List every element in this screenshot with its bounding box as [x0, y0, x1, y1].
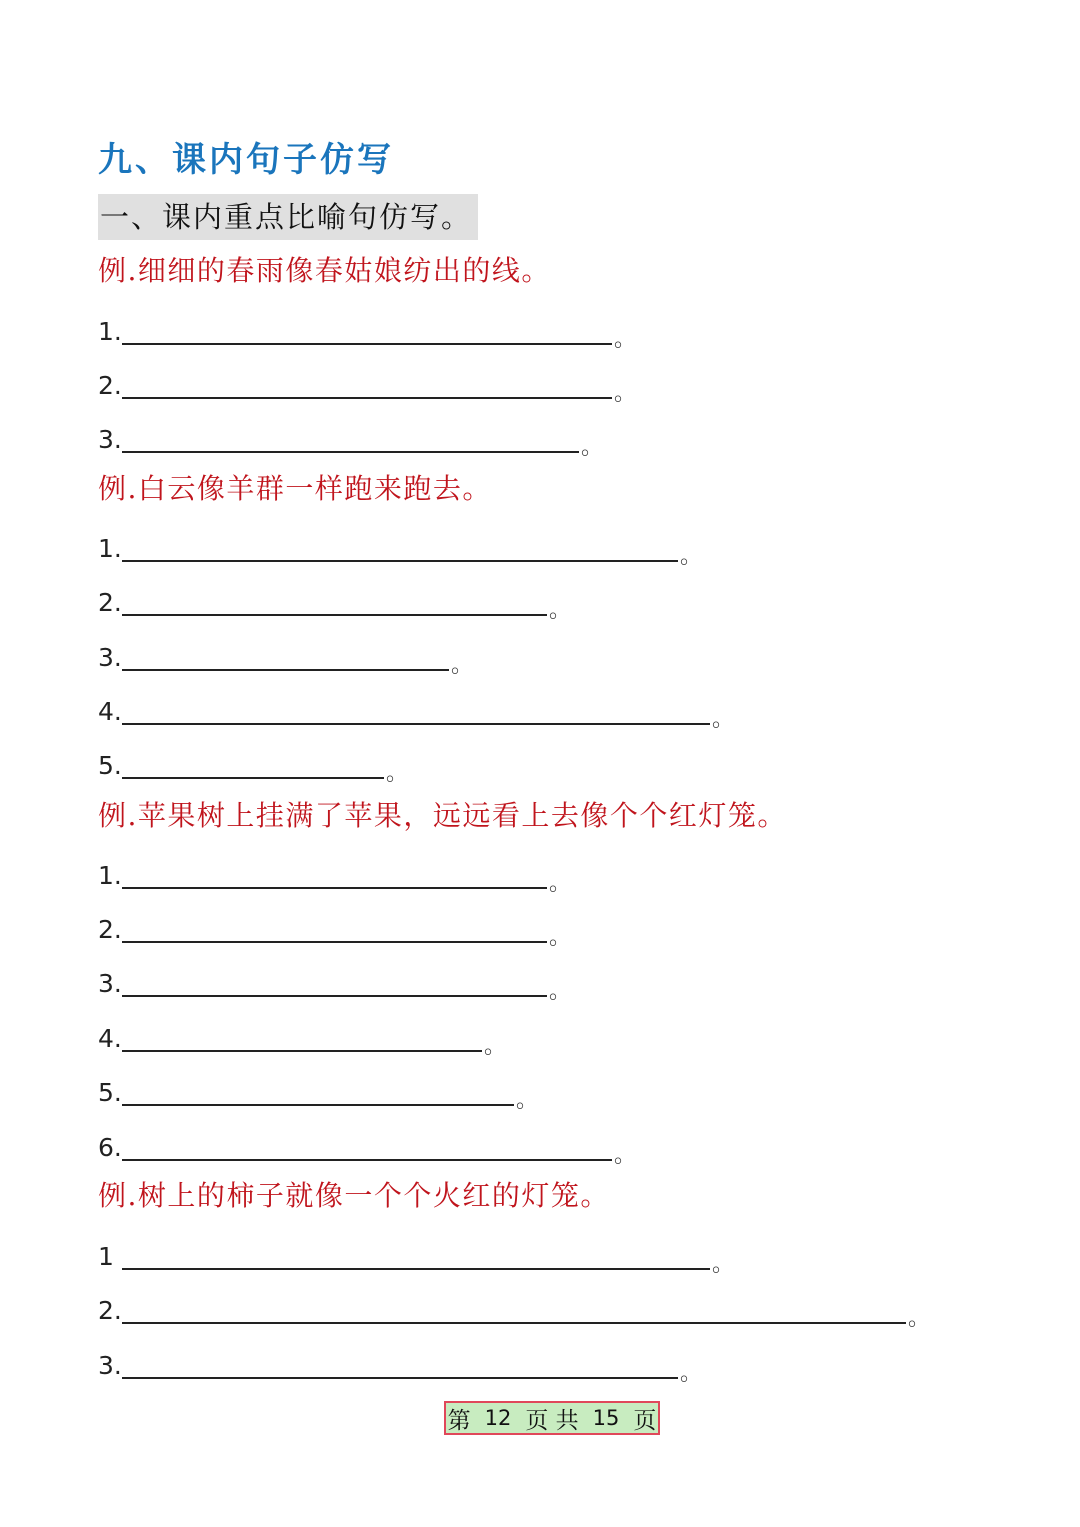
answer-blank[interactable] [122, 1296, 906, 1324]
period-mark: 。 [516, 1088, 539, 1113]
page-title: 九、课内句子仿写 [98, 140, 394, 180]
example-sentence-4: 例.树上的柿子就像一个个火红的灯笼。 [98, 1179, 610, 1212]
answer-number: 1. [98, 317, 122, 346]
answer-blank[interactable] [122, 1351, 678, 1379]
answer-line[interactable] [98, 1341, 703, 1386]
answer-blank[interactable] [122, 643, 449, 671]
example-sentence-2: 例.白云像羊群一样跑来跑去。 [98, 472, 492, 505]
period-mark: 。 [614, 381, 637, 406]
answer-blank[interactable] [122, 317, 612, 345]
answer-line[interactable] [98, 1014, 507, 1059]
answer-line[interactable] [98, 1232, 735, 1277]
answer-blank[interactable] [122, 425, 579, 453]
answer-number: 2. [98, 915, 122, 944]
footer-prefix: 第 [447, 1407, 471, 1434]
total-page-count: 15 [592, 1406, 620, 1430]
answer-number: 3. [98, 1351, 122, 1380]
answer-number: 4. [98, 697, 122, 726]
answer-number: 2. [98, 588, 122, 617]
period-mark: 。 [680, 1361, 703, 1386]
answer-blank[interactable] [122, 697, 710, 725]
period-mark: 。 [549, 598, 572, 623]
answer-line[interactable] [98, 361, 637, 406]
answer-number: 1 [98, 1242, 114, 1271]
period-mark: 。 [451, 653, 474, 678]
answer-line[interactable] [98, 415, 604, 460]
answer-line[interactable] [98, 1068, 539, 1113]
answer-line[interactable] [98, 307, 637, 352]
period-mark: 。 [549, 871, 572, 896]
footer-suffix: 页 [633, 1407, 657, 1434]
period-mark: 。 [549, 979, 572, 1004]
footer-middle: 页 共 [525, 1407, 579, 1434]
answer-number: 6. [98, 1133, 122, 1162]
answer-line[interactable] [98, 1123, 637, 1168]
answer-number: 3. [98, 425, 122, 454]
answer-line[interactable] [98, 524, 703, 569]
period-mark: 。 [614, 1143, 637, 1168]
period-mark: 。 [712, 1252, 735, 1277]
answer-blank[interactable] [122, 969, 547, 997]
answer-line[interactable] [98, 851, 572, 896]
section-subtitle: 一、课内重点比喻句仿写。 [98, 194, 478, 240]
answer-blank[interactable] [122, 915, 547, 943]
period-mark: 。 [386, 761, 409, 786]
period-mark: 。 [581, 435, 604, 460]
answer-number: 5. [98, 751, 122, 780]
example-sentence-1: 例.细细的春雨像春姑娘纺出的线。 [98, 254, 551, 287]
answer-number: 5. [98, 1078, 122, 1107]
answer-number: 3. [98, 969, 122, 998]
answer-line[interactable] [98, 687, 735, 732]
period-mark: 。 [484, 1034, 507, 1059]
answer-blank[interactable] [122, 588, 547, 616]
answer-blank[interactable] [122, 1024, 482, 1052]
answer-number: 1. [98, 534, 122, 563]
answer-blank[interactable] [122, 1133, 612, 1161]
answer-number: 3. [98, 643, 122, 672]
current-page-number: 12 [484, 1406, 512, 1430]
answer-line[interactable] [98, 578, 572, 623]
example-sentence-3: 例.苹果树上挂满了苹果，远远看上去像个个红灯笼。 [98, 799, 787, 832]
answer-line[interactable] [98, 1286, 931, 1331]
period-mark: 。 [680, 544, 703, 569]
page-number-indicator [444, 1401, 660, 1435]
period-mark: 。 [908, 1306, 931, 1331]
answer-line[interactable] [98, 633, 474, 678]
period-mark: 。 [614, 327, 637, 352]
period-mark: 。 [712, 707, 735, 732]
answer-blank[interactable] [122, 861, 547, 889]
answer-blank[interactable] [122, 371, 612, 399]
answer-blank[interactable] [122, 1078, 514, 1106]
answer-number: 2. [98, 371, 122, 400]
answer-number: 2. [98, 1296, 122, 1325]
answer-line[interactable] [98, 741, 409, 786]
answer-blank[interactable] [122, 534, 678, 562]
answer-blank[interactable] [122, 1242, 710, 1270]
answer-number: 4. [98, 1024, 122, 1053]
period-mark: 。 [549, 925, 572, 950]
answer-line[interactable] [98, 905, 572, 950]
answer-number: 1. [98, 861, 122, 890]
answer-line[interactable] [98, 959, 572, 1004]
answer-blank[interactable] [122, 751, 384, 779]
